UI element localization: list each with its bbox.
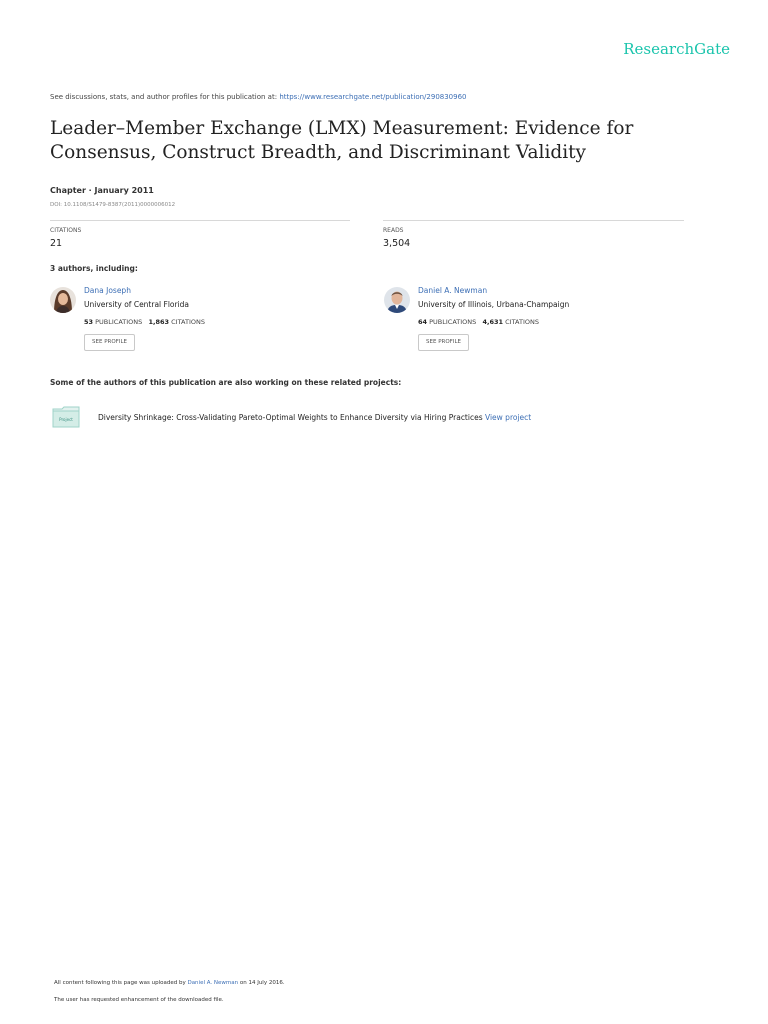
see-discussions-line — [50, 93, 467, 101]
project-icon-label: Project — [59, 417, 73, 422]
citations-count: 4,631 — [482, 318, 504, 326]
view-project-link[interactable]: View project — [485, 413, 532, 422]
divider-left — [50, 220, 350, 221]
publications-count: 53 — [84, 318, 94, 326]
reads-label: READS — [383, 227, 404, 234]
avatar-dana-joseph[interactable] — [50, 287, 76, 313]
upload-note-prefix: All content following this page was uploaded by — [54, 980, 188, 986]
project-icon — [52, 406, 80, 428]
author-stats — [418, 318, 539, 326]
divider-right — [383, 220, 684, 221]
enhancement-note: The user has requested enhancement of the downloaded file. — [54, 997, 224, 1003]
citations-value: 21 — [50, 238, 63, 249]
author-stats — [84, 318, 205, 326]
author-name-daniel-newman[interactable]: Daniel A. Newman — [418, 286, 488, 295]
citations-count-label: CITATIONS — [505, 318, 539, 326]
authors-heading: 3 authors, including: — [50, 264, 138, 273]
citations-count: 1,863 — [148, 318, 170, 326]
see-profile-button[interactable]: SEE PROFILE — [84, 334, 135, 351]
publications-label: PUBLICATIONS — [95, 318, 143, 326]
related-project — [98, 413, 531, 422]
related-projects-heading: Some of the authors of this publication are also working on these related projects: — [50, 378, 402, 387]
chapter-date: Chapter · January 2011 — [50, 186, 154, 195]
publications-label: PUBLICATIONS — [429, 318, 477, 326]
see-discussions-text: See discussions, stats, and author profiles for this publication at: — [50, 93, 280, 101]
avatar-daniel-newman[interactable] — [384, 287, 410, 313]
see-profile-button[interactable]: SEE PROFILE — [418, 334, 469, 351]
upload-note — [54, 980, 285, 986]
publication-title: Leader–Member Exchange (LMX) Measurement: Evidence for Consensus, Construct Breadth, and Discriminant Validity — [50, 118, 634, 163]
researchgate-logo[interactable]: ResearchGate — [623, 40, 730, 58]
author-affiliation: University of Central Florida — [84, 300, 190, 309]
upload-note-suffix: on 14 July 2016. — [238, 980, 285, 986]
citations-label: CITATIONS — [50, 227, 82, 234]
reads-value: 3,504 — [383, 238, 411, 249]
publication-url-link[interactable]: https://www.researchgate.net/publication/290830960 — [279, 93, 467, 101]
doi-line: DOI: 10.1108/S1479-8387(2011)0000006012 — [50, 202, 176, 208]
author-affiliation: University of Illinois, Urbana-Champaign — [418, 300, 570, 309]
project-title: Diversity Shrinkage: Cross-Validating Pareto-Optimal Weights to Enhance Diversity via Hiring Practices — [98, 413, 485, 422]
citations-count-label: CITATIONS — [171, 318, 205, 326]
author-name-dana-joseph[interactable]: Dana Joseph — [84, 286, 131, 295]
publications-count: 64 — [418, 318, 428, 326]
uploader-link[interactable]: Daniel A. Newman — [187, 980, 239, 986]
